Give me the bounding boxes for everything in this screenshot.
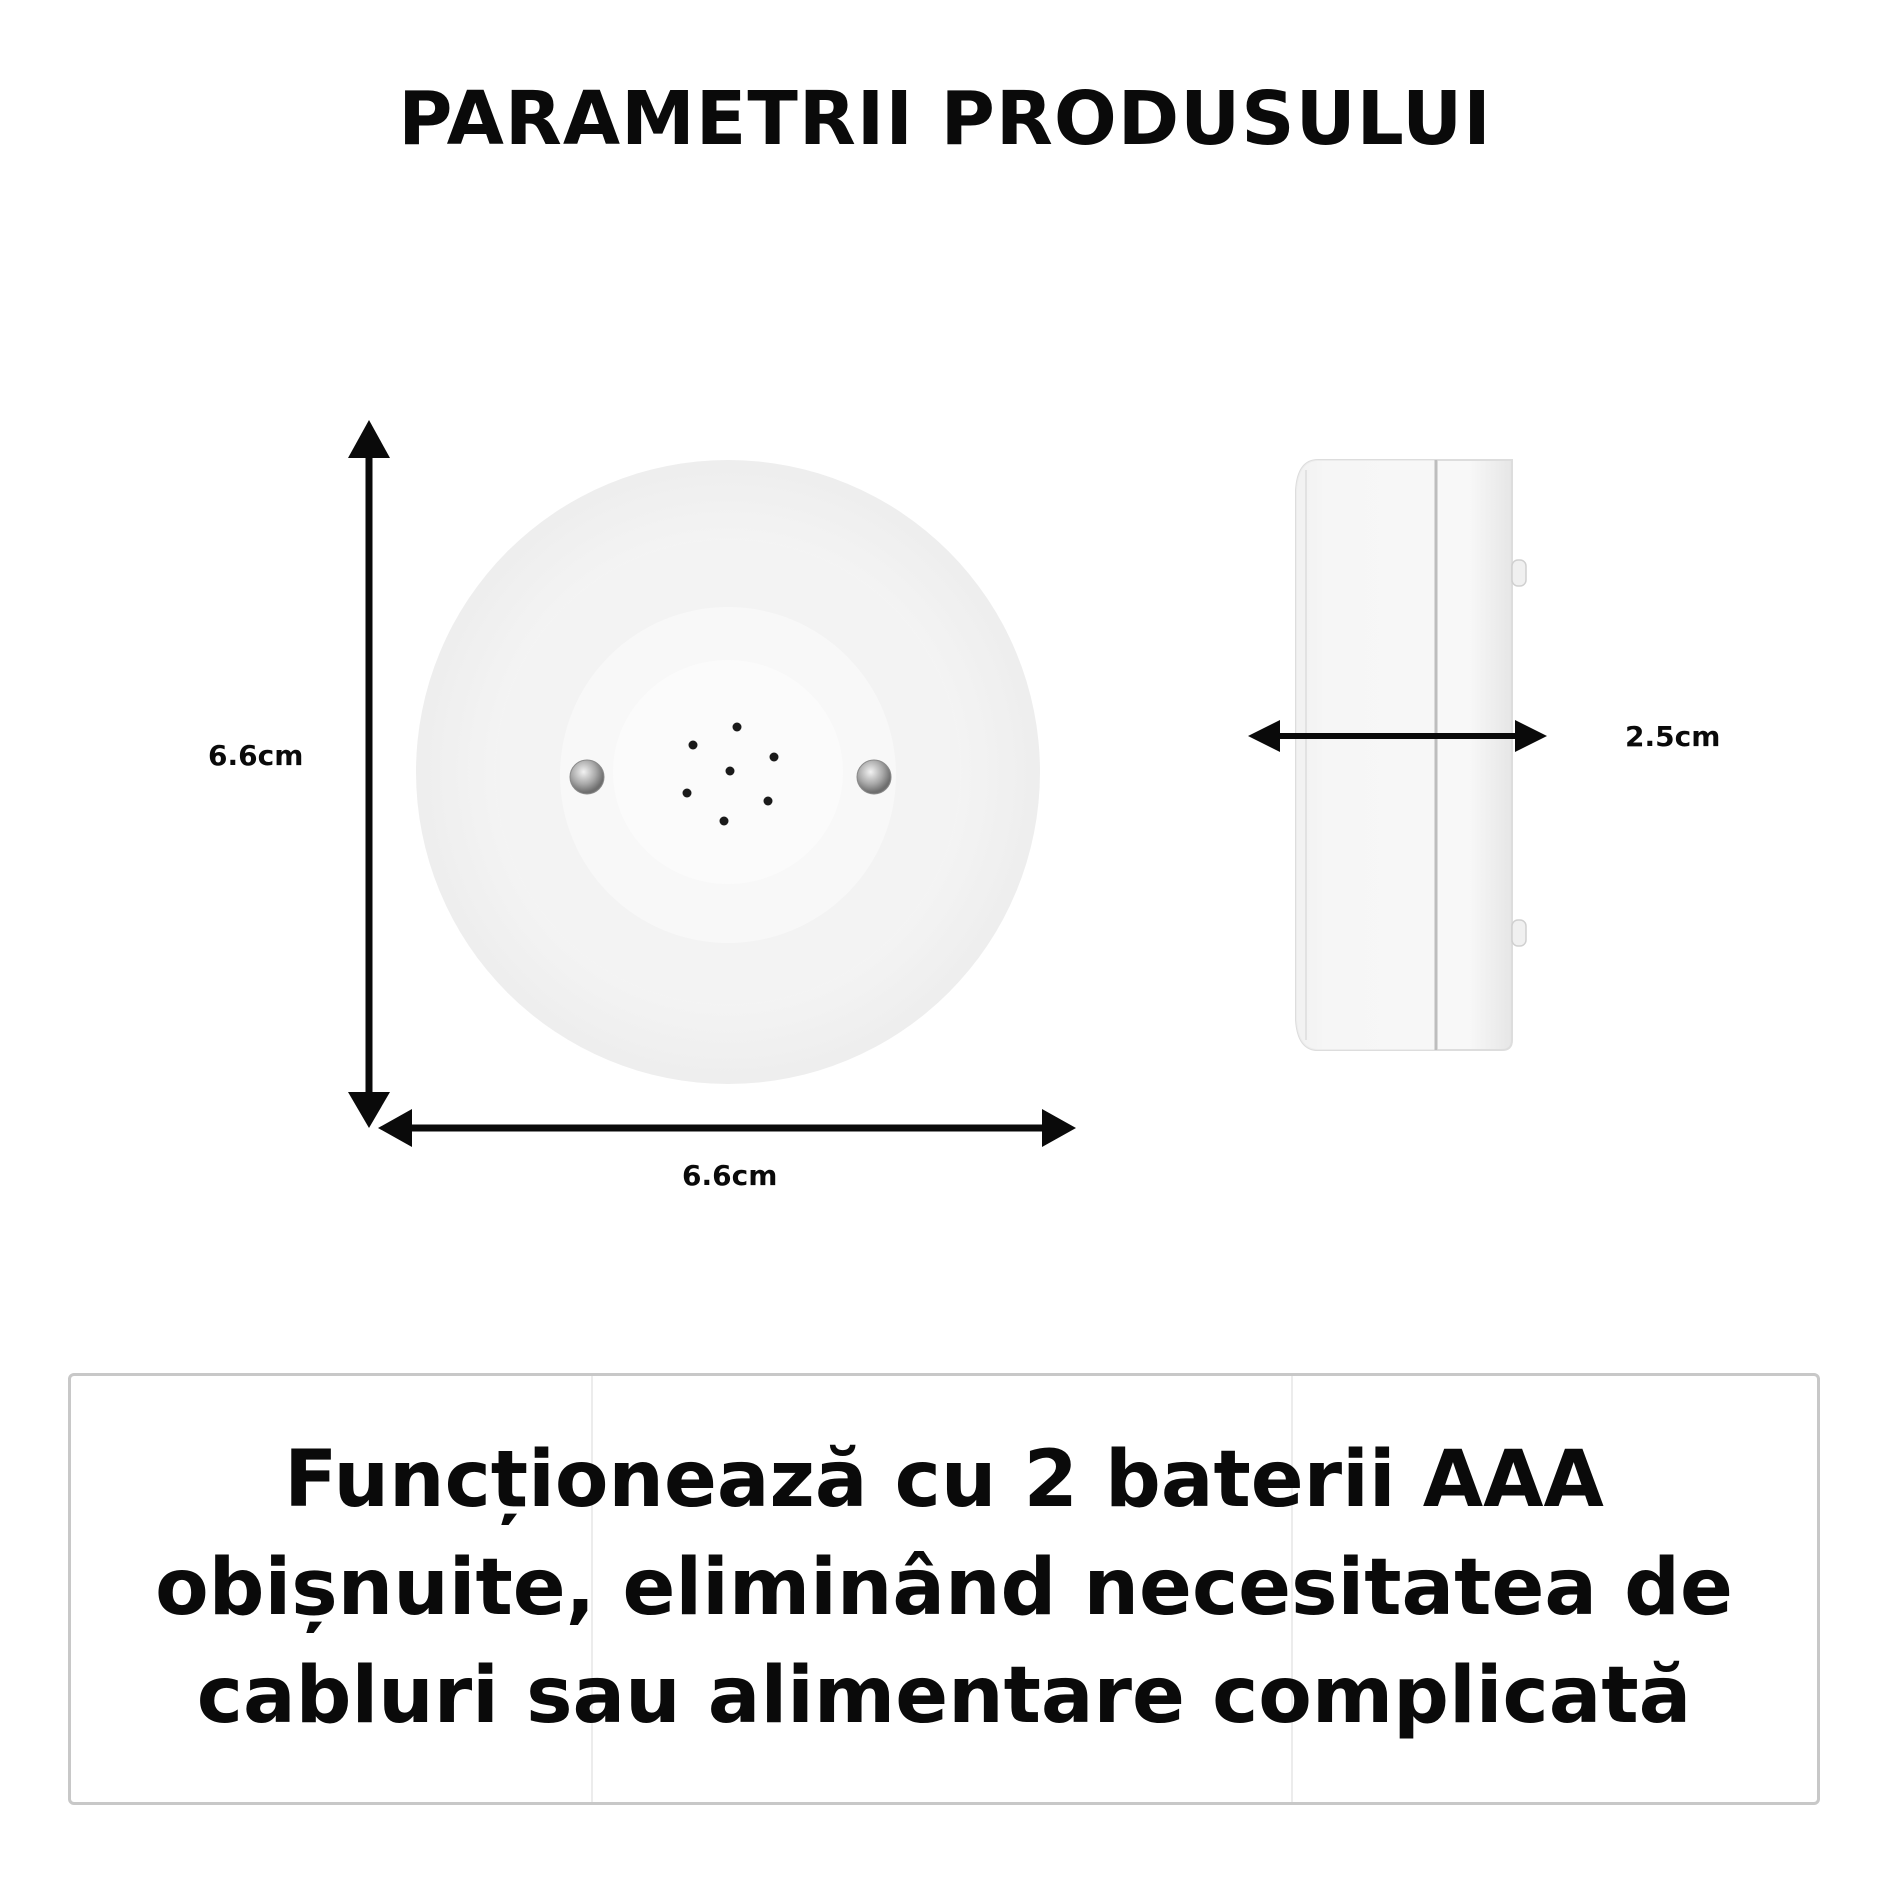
height-dimension-label: 6.6cm [208,739,304,772]
info-line: obișnuite, eliminând necesitatea de [155,1543,1733,1633]
device-front-view [416,460,1040,1084]
side-clip-top-icon [1512,560,1526,586]
side-clip-bottom-icon [1512,920,1526,946]
page-title: PARAMETRII PRODUSULUI [398,76,1492,162]
width-dimension-label: 6.6cm [682,1159,778,1192]
device-side-view [1296,460,1526,1050]
width-arrow-icon [378,1109,1076,1147]
screw-right-icon [857,760,891,794]
info-line: cabluri sau alimentare complicată [196,1651,1692,1741]
info-text [71,1426,1817,1750]
info-line: Funcționează cu 2 baterii AAA [284,1435,1604,1525]
screw-left-icon [570,760,604,794]
info-box [68,1373,1820,1805]
depth-dimension-label: 2.5cm [1625,720,1721,753]
height-arrow-icon [348,420,390,1128]
